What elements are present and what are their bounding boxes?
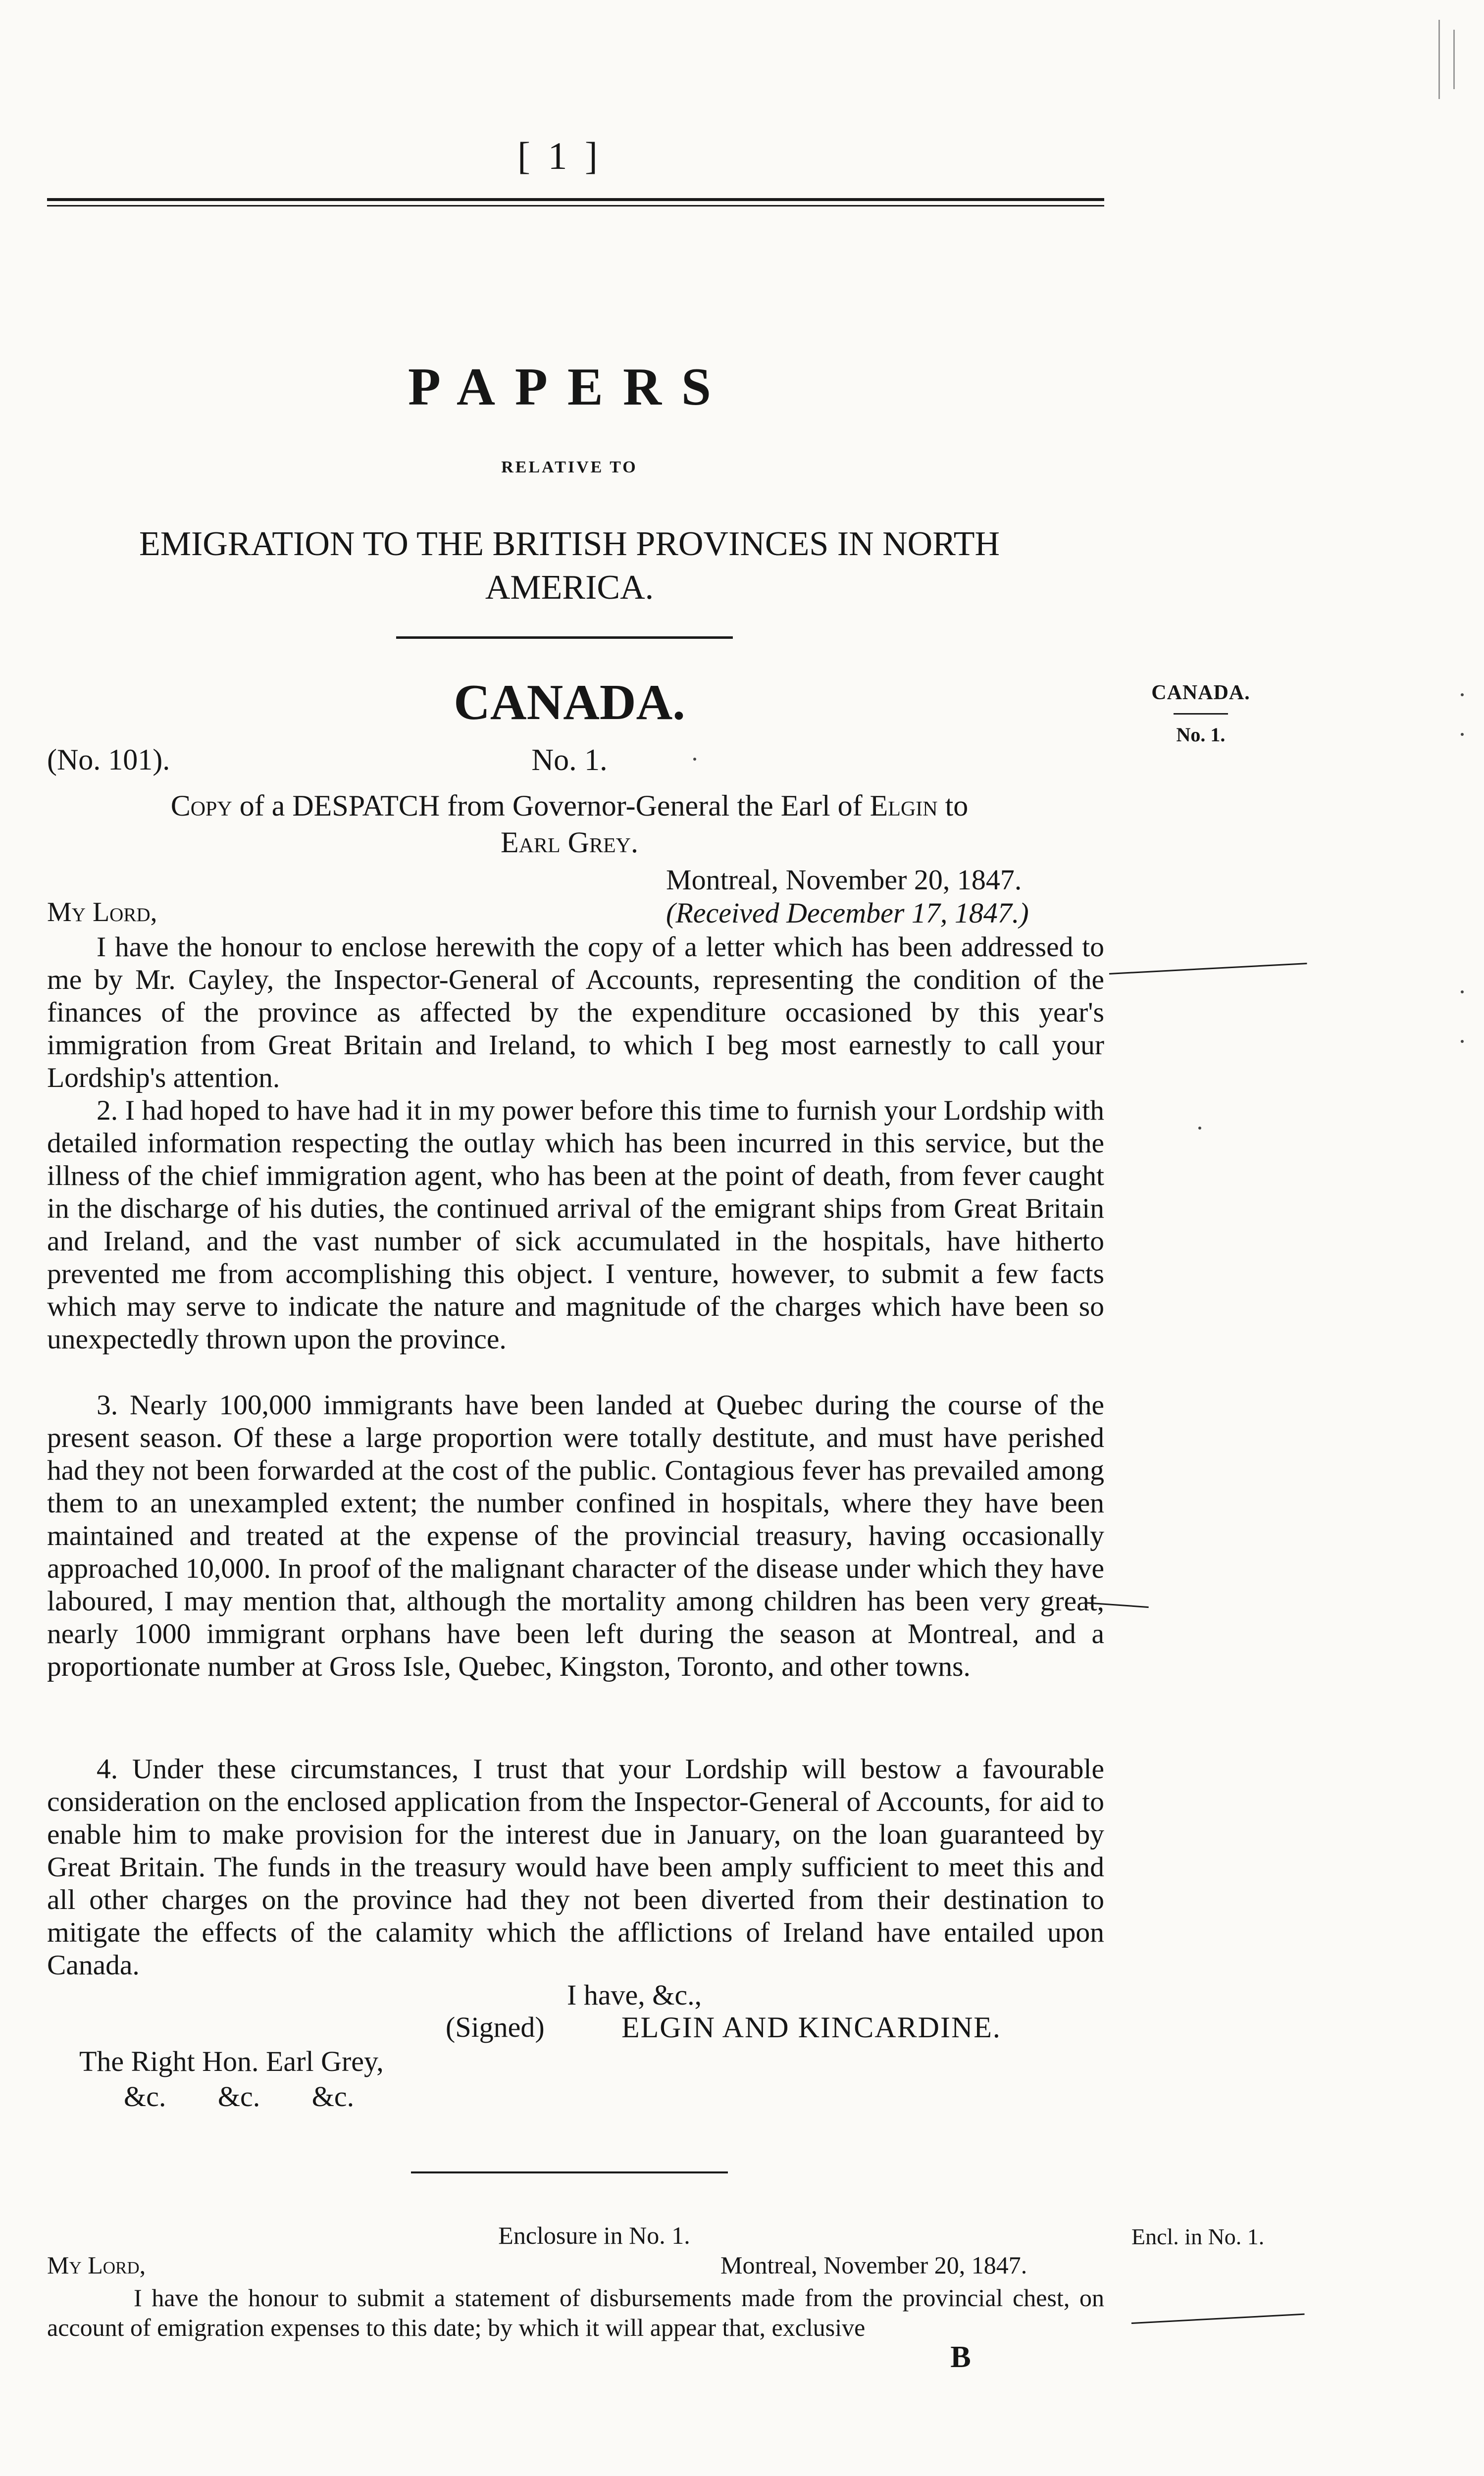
etc-item: &c. xyxy=(217,2080,260,2113)
paragraph-2: 2. I had hoped to have had it in my power before this time to furnish your Lordship with detailed information respecting the outlay which has been incurred in this service, but the illness of the chief immigration agent, who has been at the point of death, from fever caught in the discharge of his duties, the continued arrival of the emigrant ships from Great Britain and Ireland, and the vast number of sick accumulated in the hospitals, have hitherto prevented me from accomplishing this object. I venture, however, to submit a few facts which may serve to indicate the nature and magnitude of the charges which have been so unexpectedly thrown upon the province. xyxy=(47,1095,1104,1355)
margin-section-label: CANADA. xyxy=(1151,681,1250,704)
scan-speck xyxy=(1438,20,1440,99)
title-divider xyxy=(396,636,733,639)
header-rule-thin xyxy=(47,205,1104,206)
salutation: My Lord, xyxy=(47,897,157,928)
despatch-to: to xyxy=(945,789,969,822)
page-number: [ 1 ] xyxy=(517,134,602,177)
despatch-heading xyxy=(74,787,1065,861)
relative-to-label: RELATIVE TO xyxy=(501,458,638,476)
margin-mark-line xyxy=(1109,963,1307,975)
scan-speck xyxy=(1461,733,1464,736)
despatch-recipient: Earl Grey. xyxy=(501,826,638,859)
item-number: No. 1. xyxy=(531,743,608,777)
enclosure-heading: Enclosure in No. 1. xyxy=(498,2221,690,2249)
received-line: (Received December 17, 1847.) xyxy=(666,897,1029,929)
scan-speck xyxy=(693,758,696,761)
addressee: The Right Hon. Earl Grey, xyxy=(79,2045,384,2077)
scan-speck xyxy=(1461,693,1464,696)
section-heading: CANADA. xyxy=(454,674,685,730)
despatch-prefix: Copy xyxy=(170,789,232,822)
scan-speck xyxy=(1198,1127,1201,1130)
scan-speck xyxy=(1461,1040,1464,1043)
despatch-name: Elgin xyxy=(870,789,938,822)
document-subtitle: EMIGRATION TO THE BRITISH PROVINCES IN NORTH AMERICA. xyxy=(139,525,1000,607)
paragraph-1: I have the honour to enclose herewith the copy of a letter which has been addressed to me by Mr. Cayley, the Inspector-General of Accounts, representing the condition of the finances of the province as affected by the expenditure occasioned by this year's immigration from Great Britain and Ireland, to which I beg most earnestly to call your Lordship's attention. xyxy=(47,931,1104,1093)
document-title: PAPERS xyxy=(408,358,731,416)
signed-label: (Signed) xyxy=(446,2011,545,2043)
enclosure-salutation: My Lord, xyxy=(47,2251,146,2279)
date-line: Montreal, November 20, 1847. xyxy=(666,864,1022,896)
paragraph-4: 4. Under these circumstances, I trust that your Lordship will bestow a favourable consideration on the enclosed application from the Inspector-General of Accounts, for aid to enable him to make provision for the interest due in January, on the loan guaranteed by Great Britain. The funds in the treasury would have been amply sufficient to meet this and all other charges on the province had they not been diverted from their destination to mitigate the effects of the calamity which the afflictions of Ireland have entailed upon Canada. xyxy=(47,1754,1104,1981)
margin-number-label: No. 1. xyxy=(1176,723,1226,746)
document-number: (No. 101). xyxy=(47,743,170,776)
etc-item: &c. xyxy=(311,2080,355,2113)
signatory: ELGIN AND KINCARDINE. xyxy=(621,2011,1001,2044)
scan-speck xyxy=(1461,990,1464,993)
enclosure-date: Montreal, November 20, 1847. xyxy=(720,2251,1027,2279)
scan-speck xyxy=(1453,30,1455,89)
margin-mark-line-3 xyxy=(1131,2314,1305,2324)
paragraph-3: 3. Nearly 100,000 immigrants have been landed at Quebec during the course of the present season. Of these a large proportion were totally destitute, and must have perished had they not been forwarded at the cost of the public. Contagious fever has prevailed among them to an unexampled extent; the number confined in hospitals, where they have been maintained and treated at the expense of the provincial treasury, having occasionally approached 10,000. In proof of the malignant character of the disease under which they have laboured, I may mention that, although the mortality among children has been very great, nearly 1000 immigrant orphans have been left during the season at Montreal, and a proportionate number at Gross Isle, Quebec, Kingston, Toronto, and other towns. xyxy=(47,1390,1104,1682)
etc-item: &c. xyxy=(124,2080,166,2113)
margin-enclosure-label: Encl. in No. 1. xyxy=(1131,2224,1265,2249)
enclosure-paragraph: I have the honour to submit a statement of disbursements made from the provincial chest, on account of emigration expenses to this date; by which it will appear that, exclusive xyxy=(47,2284,1104,2341)
section-divider xyxy=(411,2171,728,2173)
closing: I have, &c., xyxy=(567,1979,702,2011)
etc-line xyxy=(124,2080,520,2113)
header-rule xyxy=(47,198,1104,201)
signature-mark: B xyxy=(950,2340,971,2374)
margin-divider xyxy=(1174,713,1228,715)
despatch-mid: of a DESPATCH from Governor-General the Earl of xyxy=(239,789,863,822)
